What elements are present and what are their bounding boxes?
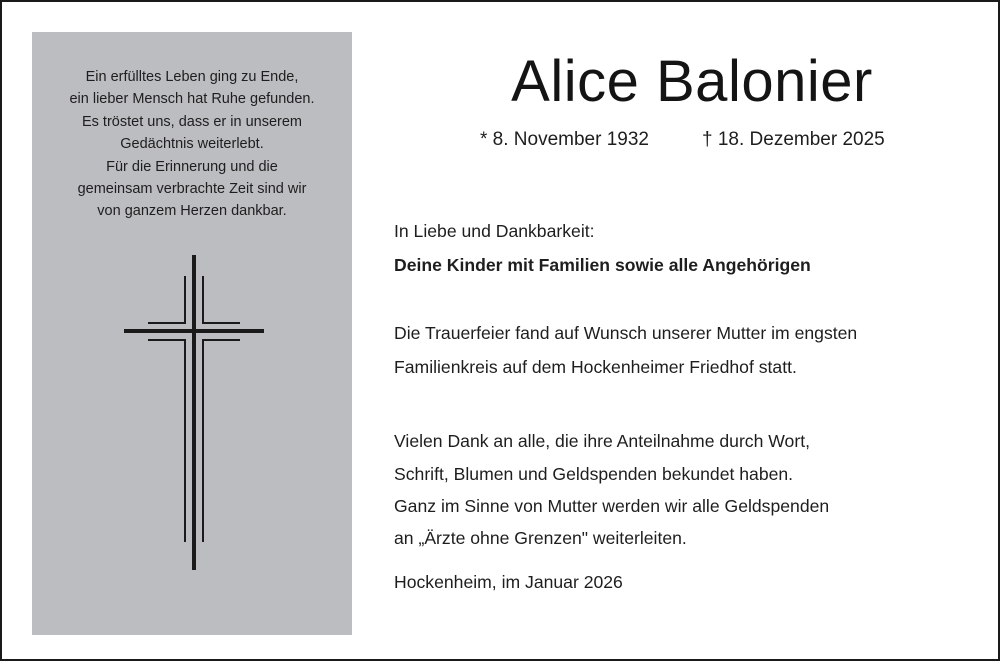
verse-line: ein lieber Mensch hat Ruhe gefunden. [69, 91, 315, 108]
greeting: In Liebe und Dankbarkeit: [394, 221, 595, 241]
verse-line: Gedächtnis weiterlebt. [120, 136, 264, 153]
place-date: Hockenheim, im Januar 2026 [394, 572, 623, 592]
birth-date: * 8. November 1932 [480, 129, 649, 150]
verse-line: von ganzem Herzen dankbar. [97, 203, 287, 220]
thanks-line: Ganz im Sinne von Mutter werden wir alle Geldspenden [394, 496, 830, 516]
thanks-line: an „Ärzte ohne Grenzen" weiterleiten. [394, 528, 687, 548]
verse-line: gemeinsam verbrachte Zeit sind wir [77, 181, 307, 198]
thanks-line: Schrift, Blumen und Geldspenden bekundet haben. [394, 464, 794, 484]
verse-panel [32, 32, 352, 635]
verse-line: Für die Erinnerung und die [106, 158, 278, 175]
cross-icon [32, 32, 352, 635]
funeral-line: Die Trauerfeier fand auf Wunsch unserer Mutter im engsten [394, 323, 858, 343]
verse-line: Ein erfülltes Leben ging zu Ende, [85, 69, 299, 85]
funeral-line: Familienkreis auf dem Hockenheimer Friedhof statt. [394, 357, 797, 377]
verse-line: Es tröstet uns, dass er in unserem [81, 113, 302, 130]
mourners: Deine Kinder mit Familien sowie alle Angehörigen [394, 255, 811, 275]
deceased-name: Alice Balonier [511, 49, 873, 114]
thanks-line: Vielen Dank an alle, die ihre Anteilnahme durch Wort, [394, 431, 810, 451]
death-date: † 18. Dezember 2025 [702, 129, 885, 150]
